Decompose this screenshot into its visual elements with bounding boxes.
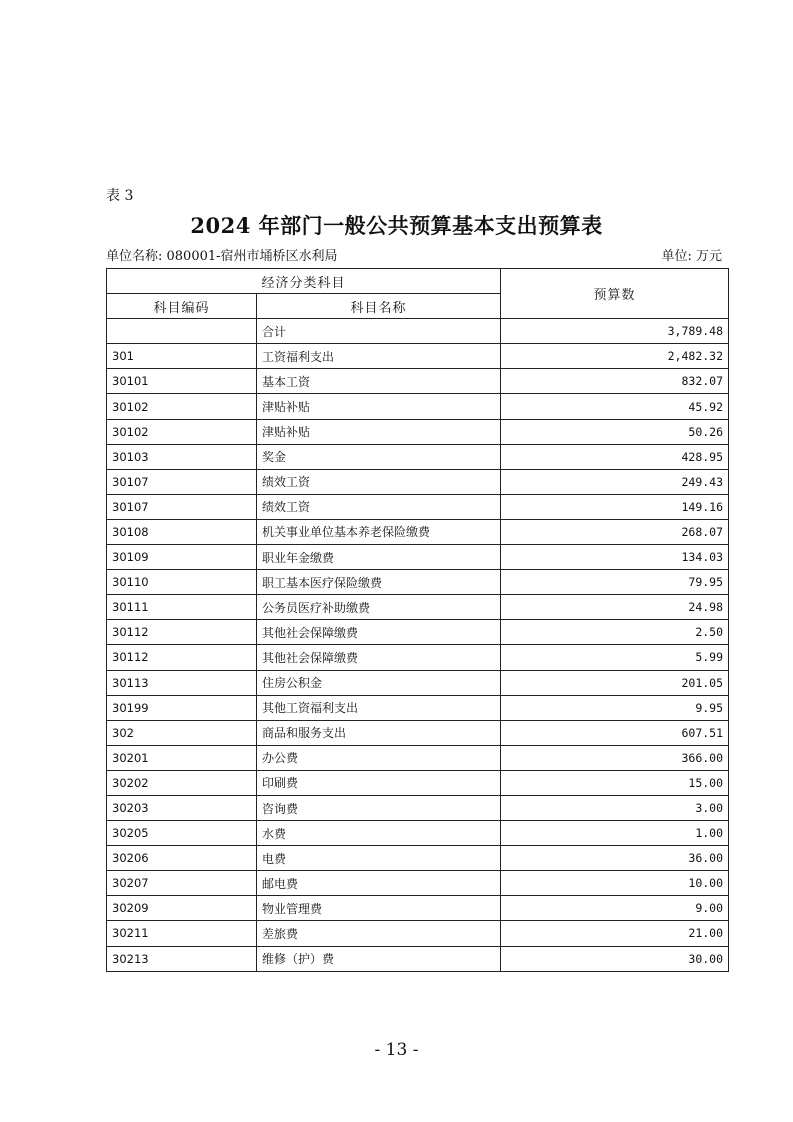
table-row <box>107 344 729 369</box>
code-cell: 301 <box>107 344 257 369</box>
code-cell: 30109 <box>107 545 257 570</box>
name-cell: 咨询费 <box>257 795 501 820</box>
table-row <box>107 620 729 645</box>
code-cell: 30111 <box>107 595 257 620</box>
name-cell: 邮电费 <box>257 871 501 896</box>
table-row <box>107 645 729 670</box>
code-cell: 30209 <box>107 896 257 921</box>
name-cell: 其他社会保障缴费 <box>257 620 501 645</box>
name-cell: 水费 <box>257 821 501 846</box>
amount-cell: 134.03 <box>501 545 729 570</box>
code-cell: 30103 <box>107 444 257 469</box>
table-row <box>107 745 729 770</box>
name-cell: 其他社会保障缴费 <box>257 645 501 670</box>
amount-cell: 36.00 <box>501 846 729 871</box>
code-cell: 30213 <box>107 946 257 971</box>
code-cell: 30108 <box>107 519 257 544</box>
table-row <box>107 369 729 394</box>
table-row <box>107 846 729 871</box>
name-cell: 工资福利支出 <box>257 344 501 369</box>
amount-cell: 428.95 <box>501 444 729 469</box>
amount-cell: 9.00 <box>501 896 729 921</box>
budget-table <box>106 268 729 972</box>
amount-cell: 201.05 <box>501 670 729 695</box>
amount-cell: 5.99 <box>501 645 729 670</box>
table-row <box>107 469 729 494</box>
table-row <box>107 595 729 620</box>
name-cell: 物业管理费 <box>257 896 501 921</box>
amount-cell: 79.95 <box>501 570 729 595</box>
name-cell: 差旅费 <box>257 921 501 946</box>
amount-cell: 50.26 <box>501 419 729 444</box>
code-cell: 30107 <box>107 494 257 519</box>
table-label: 表 3 <box>106 188 134 204</box>
amount-cell: 30.00 <box>501 946 729 971</box>
code-cell: 30207 <box>107 871 257 896</box>
header-row-group <box>107 269 729 294</box>
name-cell: 商品和服务支出 <box>257 720 501 745</box>
amount-cell: 24.98 <box>501 595 729 620</box>
name-cell: 奖金 <box>257 444 501 469</box>
amount-cell: 607.51 <box>501 720 729 745</box>
name-cell: 维修（护）费 <box>257 946 501 971</box>
table-row <box>107 946 729 971</box>
amount-cell: 9.95 <box>501 695 729 720</box>
amount-cell: 1.00 <box>501 821 729 846</box>
code-cell: 30202 <box>107 770 257 795</box>
amount-cell: 2,482.32 <box>501 344 729 369</box>
table-row <box>107 444 729 469</box>
amount-cell: 10.00 <box>501 871 729 896</box>
name-cell: 其他工资福利支出 <box>257 695 501 720</box>
name-cell: 合计 <box>257 319 501 344</box>
code-cell: 30205 <box>107 821 257 846</box>
table-row <box>107 795 729 820</box>
amount-cell: 3.00 <box>501 795 729 820</box>
code-cell: 30112 <box>107 645 257 670</box>
amount-cell: 21.00 <box>501 921 729 946</box>
code-cell <box>107 319 257 344</box>
table-row <box>107 494 729 519</box>
table-row <box>107 695 729 720</box>
name-cell: 机关事业单位基本养老保险缴费 <box>257 519 501 544</box>
page-number: - 13 - <box>374 1040 419 1060</box>
code-cell: 30102 <box>107 394 257 419</box>
amount-cell: 249.43 <box>501 469 729 494</box>
code-cell: 30107 <box>107 469 257 494</box>
document-title: 2024 年部门一般公共预算基本支出预算表 <box>190 213 603 238</box>
name-cell: 津贴补贴 <box>257 419 501 444</box>
amount-cell: 366.00 <box>501 745 729 770</box>
header-economic-classification: 经济分类科目 <box>107 269 501 294</box>
header-budget-amount: 预算数 <box>501 269 729 319</box>
amount-cell: 15.00 <box>501 770 729 795</box>
code-cell: 30211 <box>107 921 257 946</box>
amount-cell: 268.07 <box>501 519 729 544</box>
name-cell: 绩效工资 <box>257 469 501 494</box>
code-cell: 30206 <box>107 846 257 871</box>
table-row <box>107 570 729 595</box>
table-row <box>107 545 729 570</box>
code-cell: 30201 <box>107 745 257 770</box>
table-row <box>107 896 729 921</box>
table-row <box>107 319 729 344</box>
table-row <box>107 720 729 745</box>
code-cell: 30112 <box>107 620 257 645</box>
amount-cell: 45.92 <box>501 394 729 419</box>
name-cell: 公务员医疗补助缴费 <box>257 595 501 620</box>
name-cell: 职工基本医疗保险缴费 <box>257 570 501 595</box>
code-cell: 302 <box>107 720 257 745</box>
table-row <box>107 419 729 444</box>
table-row <box>107 921 729 946</box>
name-cell: 办公费 <box>257 745 501 770</box>
name-cell: 印刷费 <box>257 770 501 795</box>
amount-cell: 3,789.48 <box>501 319 729 344</box>
code-cell: 30199 <box>107 695 257 720</box>
code-cell: 30203 <box>107 795 257 820</box>
amount-cell: 2.50 <box>501 620 729 645</box>
table-row <box>107 770 729 795</box>
table-row <box>107 670 729 695</box>
header-subject-name: 科目名称 <box>257 294 501 319</box>
amount-cell: 149.16 <box>501 494 729 519</box>
name-cell: 住房公积金 <box>257 670 501 695</box>
code-cell: 30101 <box>107 369 257 394</box>
name-cell: 津贴补贴 <box>257 394 501 419</box>
name-cell: 电费 <box>257 846 501 871</box>
table-row <box>107 821 729 846</box>
header-subject-code: 科目编码 <box>107 294 257 319</box>
code-cell: 30110 <box>107 570 257 595</box>
unit-name: 单位名称: 080001-宿州市埇桥区水利局 <box>106 249 338 264</box>
name-cell: 基本工资 <box>257 369 501 394</box>
unit-label: 单位: 万元 <box>661 249 722 264</box>
table-row <box>107 519 729 544</box>
table-row <box>107 871 729 896</box>
meta-row <box>106 245 722 264</box>
code-cell: 30113 <box>107 670 257 695</box>
table-row <box>107 394 729 419</box>
name-cell: 绩效工资 <box>257 494 501 519</box>
amount-cell: 832.07 <box>501 369 729 394</box>
code-cell: 30102 <box>107 419 257 444</box>
budget-table-body <box>107 319 729 971</box>
name-cell: 职业年金缴费 <box>257 545 501 570</box>
